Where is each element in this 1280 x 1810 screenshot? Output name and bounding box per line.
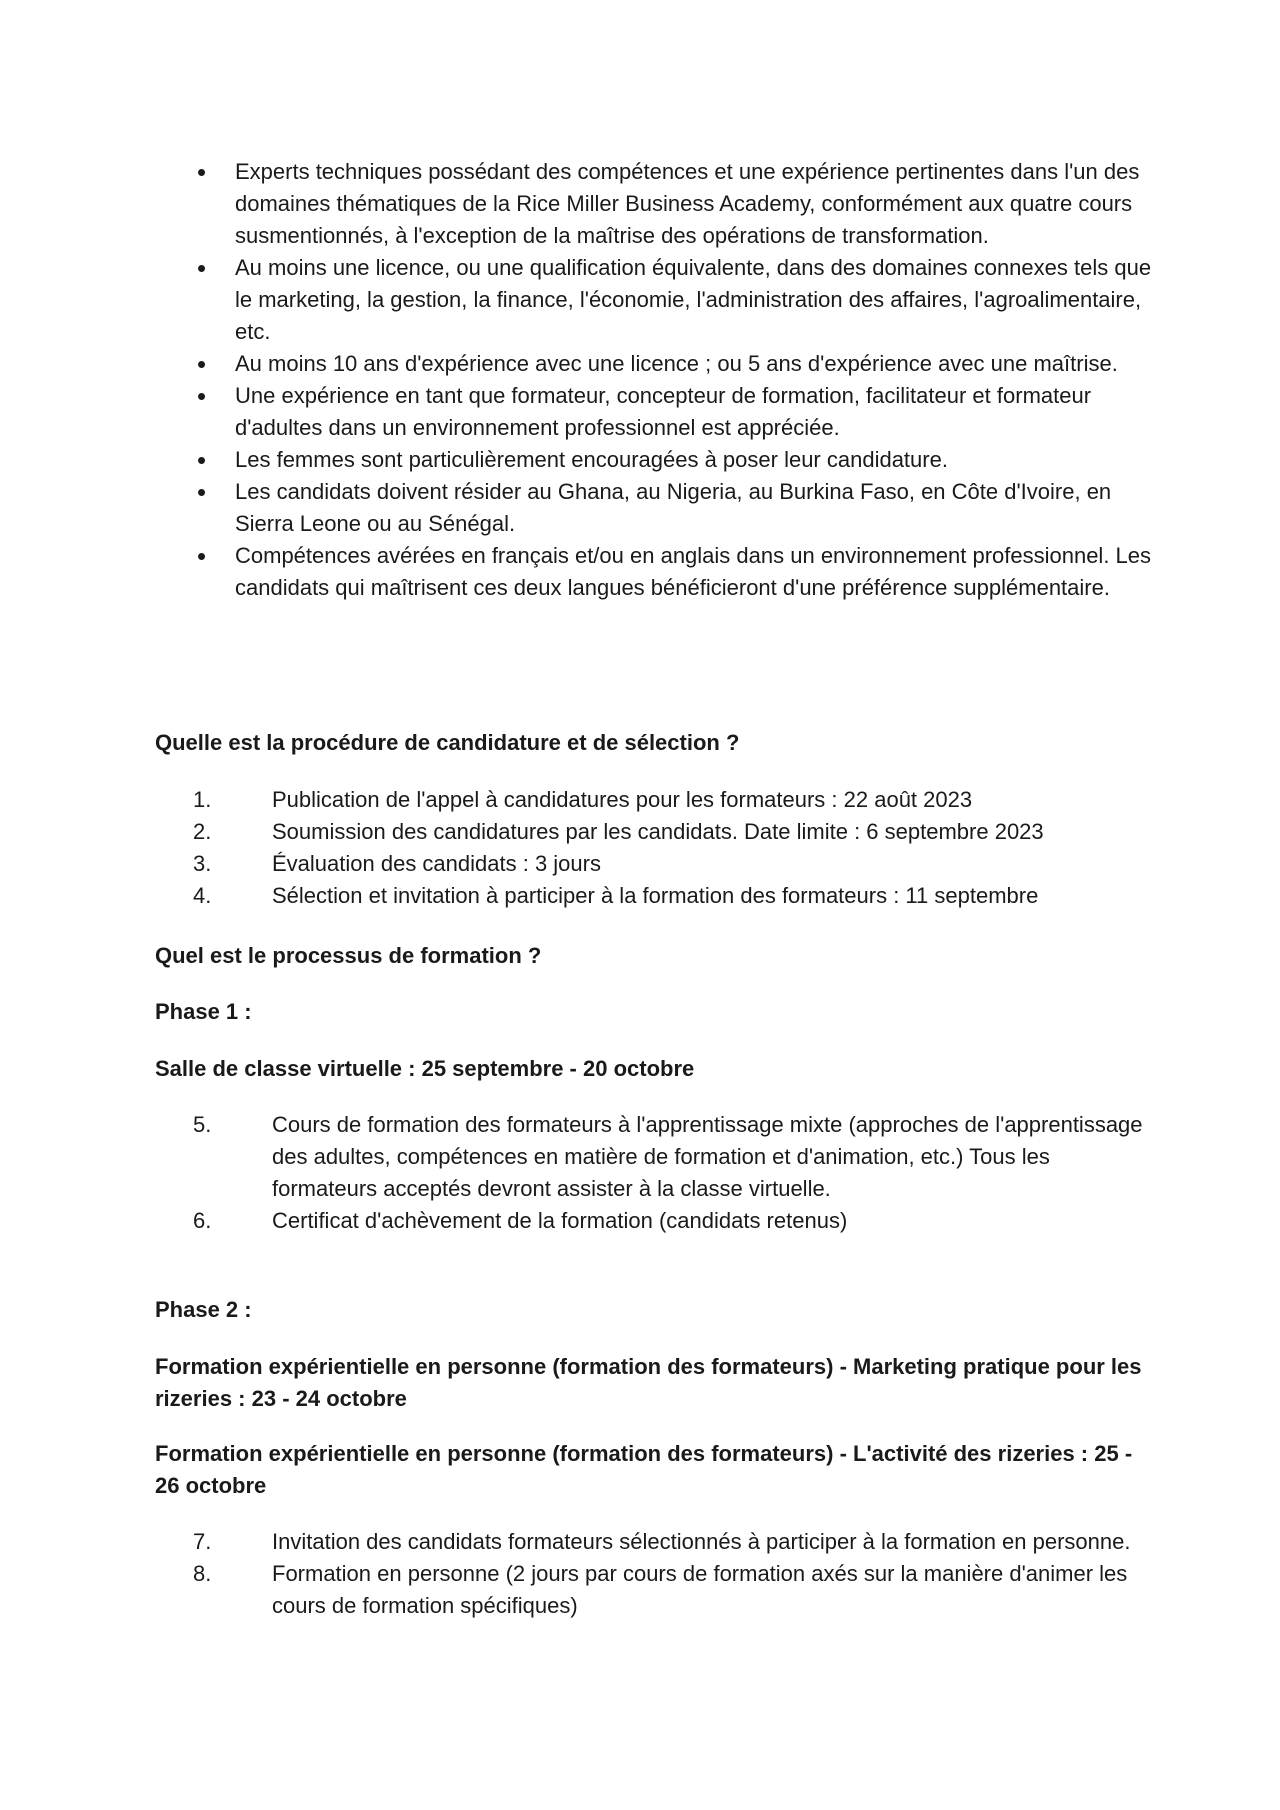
list-item: • Une expérience en tant que formateur, concepteur de formation, facilitateur et formateur d'adultes dans un environnement professionnel est appréciée. bbox=[197, 380, 1157, 444]
step-text: Cours de formation des formateurs à l'apprentissage mixte (approches de l'apprentissage des adultes, compétences en matière de formation et d'animation, etc.) Tous les formateurs acceptés devront assister à la classe virtuelle. bbox=[272, 1112, 1143, 1201]
step-text: Invitation des candidats formateurs sélectionnés à participer à la formation en personne. bbox=[272, 1529, 1131, 1554]
list-item: • Les femmes sont particulièrement encouragées à poser leur candidature. bbox=[197, 444, 1157, 476]
list-item: • Les candidats doivent résider au Ghana, au Nigeria, au Burkina Faso, en Côte d'Ivoire, en Sierra Leone ou au Sénégal. bbox=[197, 476, 1157, 540]
requirements-list bbox=[197, 156, 1157, 604]
phase2-subheading-activity: Formation expérientielle en personne (formation des formateurs) - L'activité des rizeries : 25 - 26 octobre bbox=[155, 1441, 1133, 1498]
step-text: Soumission des candidatures par les candidats. Date limite : 6 septembre 2023 bbox=[272, 819, 1044, 844]
step-number: 6. bbox=[193, 1208, 212, 1233]
list-item bbox=[155, 784, 1155, 816]
list-item bbox=[155, 880, 1155, 912]
phase2-subheading-marketing: Formation expérientielle en personne (formation des formateurs) - Marketing pratique pour les rizeries : 23 - 24 octobre bbox=[155, 1354, 1142, 1411]
phase2-steps-list bbox=[155, 1526, 1155, 1622]
list-item bbox=[155, 1109, 1155, 1205]
step-number: 2. bbox=[193, 819, 212, 844]
list-item bbox=[155, 1205, 1155, 1237]
phase2-label: Phase 2 : bbox=[155, 1297, 252, 1322]
training-heading: Quel est le processus de formation ? bbox=[155, 943, 542, 968]
step-text: Évaluation des candidats : 3 jours bbox=[272, 851, 601, 876]
phase1-steps-list bbox=[155, 1109, 1155, 1237]
application-steps-list bbox=[155, 784, 1155, 912]
step-number: 3. bbox=[193, 851, 212, 876]
list-item bbox=[155, 848, 1155, 880]
step-number: 4. bbox=[193, 883, 212, 908]
list-item: • Experts techniques possédant des compétences et une expérience pertinentes dans l'un des domaines thématiques de la Rice Miller Business Academy, conformément aux quatre cours susmentionnés, à l'exception de la maîtrise des opérations de transformation. bbox=[197, 156, 1157, 252]
phase1-subheading: Salle de classe virtuelle : 25 septembre - 20 octobre bbox=[155, 1056, 695, 1081]
step-text: Formation en personne (2 jours par cours de formation axés sur la manière d'animer les cours de formation spécifiques) bbox=[272, 1561, 1128, 1618]
step-number: 7. bbox=[193, 1529, 212, 1554]
list-item: • Au moins une licence, ou une qualification équivalente, dans des domaines connexes tels que le marketing, la gestion, la finance, l'économie, l'administration des affaires, l'agroalimentaire, etc. bbox=[197, 252, 1157, 348]
step-number: 8. bbox=[193, 1561, 212, 1586]
step-text: Sélection et invitation à participer à la formation des formateurs : 11 septembre bbox=[272, 883, 1039, 908]
list-item bbox=[155, 1526, 1155, 1558]
step-number: 5. bbox=[193, 1112, 212, 1137]
list-item bbox=[155, 816, 1155, 848]
phase1-label: Phase 1 : bbox=[155, 999, 252, 1024]
application-heading: Quelle est la procédure de candidature et de sélection ? bbox=[155, 730, 740, 755]
step-number: 1. bbox=[193, 787, 212, 812]
step-text: Certificat d'achèvement de la formation (candidats retenus) bbox=[272, 1208, 848, 1233]
list-item bbox=[155, 1558, 1155, 1622]
list-item: • Au moins 10 ans d'expérience avec une licence ; ou 5 ans d'expérience avec une maîtrise. bbox=[197, 348, 1157, 380]
step-text: Publication de l'appel à candidatures pour les formateurs : 22 août 2023 bbox=[272, 787, 973, 812]
list-item: • Compétences avérées en français et/ou en anglais dans un environnement professionnel. Les candidats qui maîtrisent ces deux langues bénéficieront d'une préférence supplémentaire. bbox=[197, 540, 1157, 604]
